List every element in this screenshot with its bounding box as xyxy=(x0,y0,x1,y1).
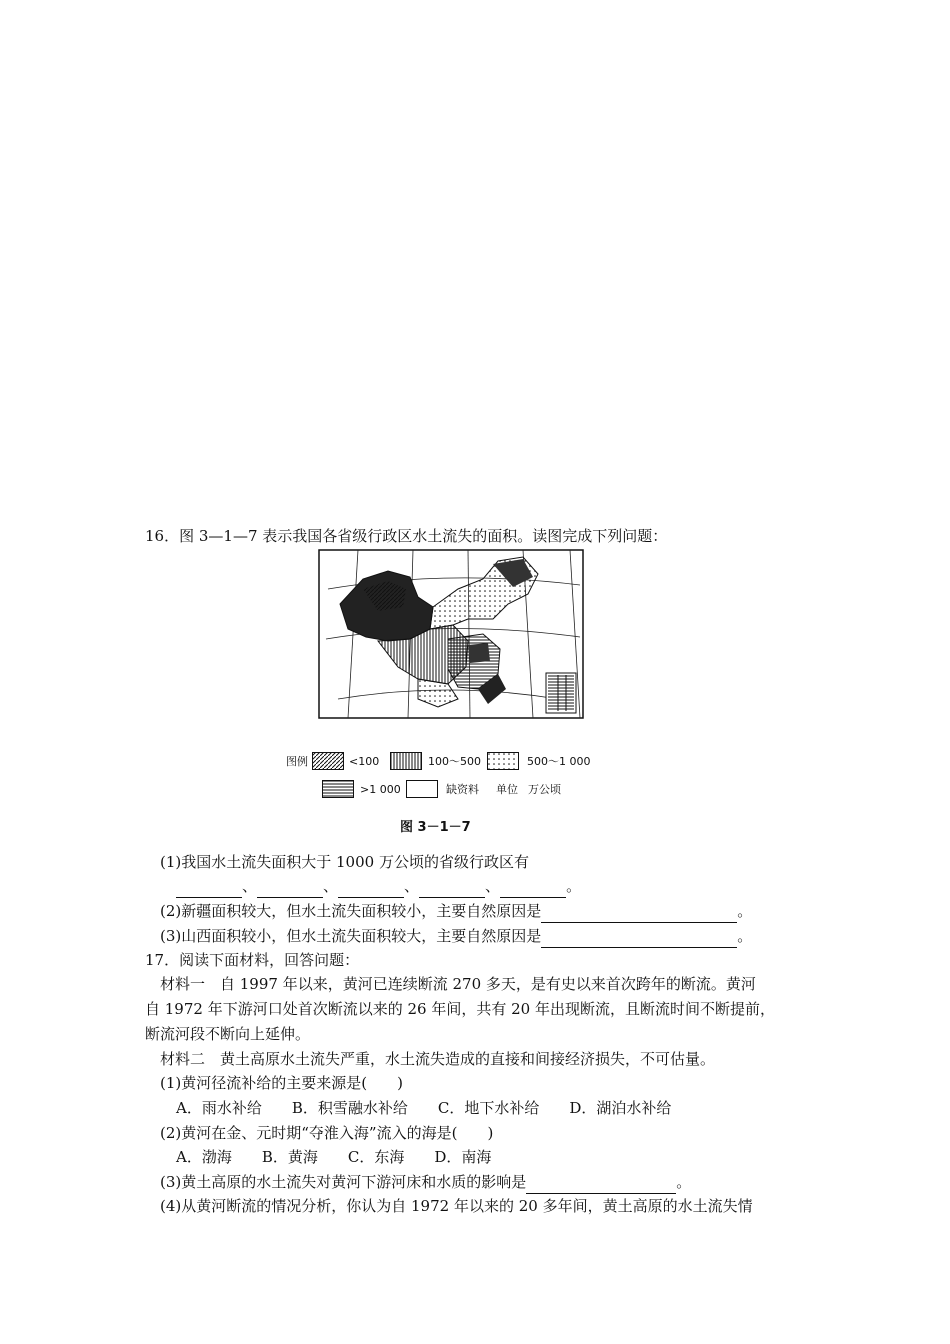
q17-sub1-options: A．雨水补给 B．积雪融水补给 C．地下水补给 D．湖泊水补给 xyxy=(176,1099,672,1117)
separator: 、 xyxy=(485,877,501,895)
legend-label-1: <100 xyxy=(349,755,380,768)
q16-sub2-text: (2)新疆面积较大，但水土流失面积较小，主要自然原因是 xyxy=(160,902,542,920)
end-mark: 。 xyxy=(737,927,753,945)
separator: 、 xyxy=(323,877,339,895)
q16-sub3 xyxy=(160,924,752,948)
q17-material1-line1: 材料一 自 1997 年以来，黄河已连续断流 270 多天，是有史以来首次跨年的断流。黄河 xyxy=(160,975,756,993)
q17-material1-line3: 断流河段不断向上延伸。 xyxy=(145,1025,311,1043)
q16-sub1-blanks xyxy=(176,874,581,898)
q17-sub4: (4)从黄河断流的情况分析，你认为自 1972 年以来的 20 多年间，黄土高原的水土流失情 xyxy=(160,1197,753,1215)
q16-intro: 16．图 3—1—7 表示我国各省级行政区水土流失的面积。读图完成下列问题： xyxy=(145,527,668,545)
answer-blank[interactable] xyxy=(526,1175,676,1194)
legend-title: 图例 xyxy=(286,755,308,768)
answer-blank[interactable] xyxy=(338,879,404,898)
answer-blank[interactable] xyxy=(176,879,242,898)
legend-label-5: 缺资料 xyxy=(446,783,479,796)
legend-unit-label: 单位 xyxy=(496,783,518,796)
legend-swatch-dots xyxy=(487,752,519,770)
q17-sub2-options: A．渤海 B．黄海 C．东海 D．南海 xyxy=(176,1148,492,1166)
figure-caption: 图 3－1－7 xyxy=(400,820,471,835)
answer-blank[interactable] xyxy=(500,879,566,898)
q17-sub1: (1)黄河径流补给的主要来源是( ) xyxy=(160,1074,403,1092)
soil-erosion-map xyxy=(318,549,584,719)
answer-blank[interactable] xyxy=(419,879,485,898)
q17-sub3-text: (3)黄土高原的水土流失对黄河下游河床和水质的影响是 xyxy=(160,1173,527,1191)
end-mark: 。 xyxy=(566,877,582,895)
q17-material2: 材料二 黄土高原水土流失严重，水土流失造成的直接和间接经济损失，不可估量。 xyxy=(160,1050,716,1068)
q17-intro: 17．阅读下面材料，回答问题： xyxy=(145,951,360,969)
q17-material1-line2: 自 1972 年下游河口处首次断流以来的 26 年间，共有 20 年出现断流，且断流时间不断提前， xyxy=(145,1000,775,1018)
q17-sub2: (2)黄河在金、元时期“夺淮入海”流入的海是( ) xyxy=(160,1124,494,1142)
legend-swatch-vlines xyxy=(390,752,422,770)
answer-blank[interactable] xyxy=(257,879,323,898)
q16-sub2 xyxy=(160,899,752,923)
legend-label-4: >1 000 xyxy=(360,783,401,796)
answer-blank[interactable] xyxy=(541,904,737,923)
legend-label-3: 500～1 000 xyxy=(527,755,591,768)
q16-sub3-text: (3)山西面积较小，但水土流失面积较大，主要自然原因是 xyxy=(160,927,542,945)
legend-swatch-hatch xyxy=(312,752,344,770)
q17-sub3 xyxy=(160,1170,691,1194)
answer-blank[interactable] xyxy=(541,929,737,948)
legend-swatch-hlines xyxy=(322,780,354,798)
legend-label-2: 100～500 xyxy=(428,755,481,768)
legend-swatch-empty xyxy=(406,780,438,798)
legend-unit: 万公顷 xyxy=(528,783,561,796)
separator: 、 xyxy=(242,877,258,895)
separator: 、 xyxy=(404,877,420,895)
end-mark: 。 xyxy=(676,1173,692,1191)
end-mark: 。 xyxy=(737,902,753,920)
q16-sub1: (1)我国水土流失面积大于 1000 万公顷的省级行政区有 xyxy=(160,853,529,871)
